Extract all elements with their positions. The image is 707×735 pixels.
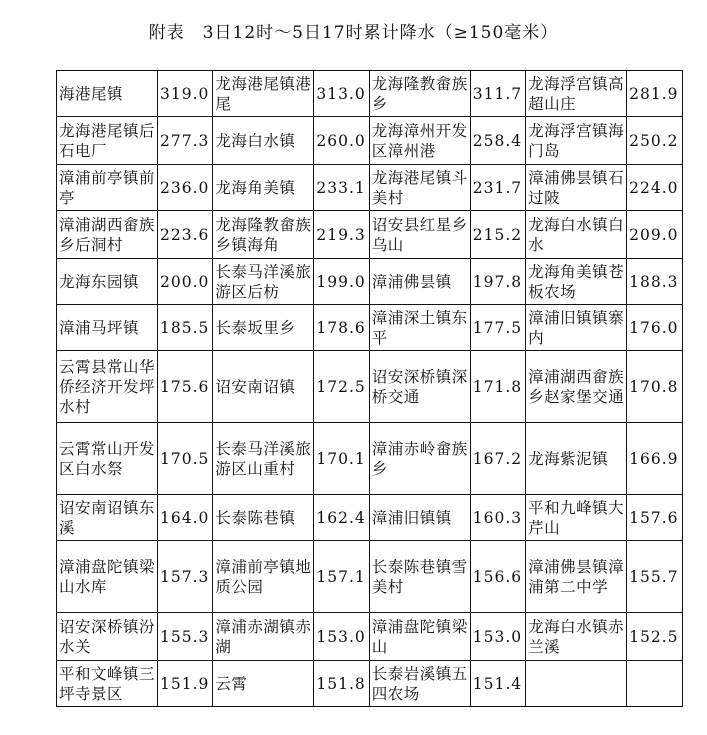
station-name-cell: 龙海隆教畲族乡 [369,71,470,117]
station-name-cell: 漳浦前亭镇前亭 [57,165,158,211]
rainfall-value-cell: 170.5 [158,423,213,495]
rainfall-value-cell: 260.0 [314,117,369,165]
rainfall-value-cell: 175.6 [158,351,213,423]
rainfall-value-cell: 157.3 [158,541,213,613]
rainfall-value-cell: 167.2 [470,423,525,495]
station-name-cell: 漳浦佛昙镇漳浦第二中学 [526,541,627,613]
station-name-cell: 漳浦湖西畲族乡赵家堡交通 [526,351,627,423]
rainfall-value-cell: 160.3 [470,495,525,541]
station-name-cell: 漳浦盘陀镇梁山 [369,613,470,661]
table-title: 附表 3日12时～5日17时累计降水（≥150毫米） [148,23,559,43]
rainfall-value-cell: 313.0 [314,71,369,117]
rainfall-value-cell: 170.1 [314,423,369,495]
rainfall-value-cell: 258.4 [470,117,525,165]
station-name-cell [526,661,627,707]
table-row [57,117,683,165]
station-name-cell: 平和九峰镇大芹山 [526,495,627,541]
rainfall-value-cell [627,661,682,707]
rainfall-value-cell: 219.3 [314,211,369,259]
rainfall-value-cell: 151.4 [470,661,525,707]
rainfall-value-cell: 199.0 [314,259,369,305]
rainfall-value-cell: 231.7 [470,165,525,211]
rainfall-value-cell: 172.5 [314,351,369,423]
station-name-cell: 龙海角美镇苍板农场 [526,259,627,305]
station-name-cell: 漳浦马坪镇 [57,305,158,351]
station-name-cell: 长泰坂里乡 [213,305,314,351]
table-row [57,351,683,423]
station-name-cell: 龙海紫泥镇 [526,423,627,495]
table-row [57,259,683,305]
station-name-cell: 龙海隆教畲族乡镇海角 [213,211,314,259]
station-name-cell: 漳浦旧镇镇寨内 [526,305,627,351]
rainfall-value-cell: 157.1 [314,541,369,613]
rainfall-value-cell: 209.0 [627,211,682,259]
rainfall-value-cell: 171.8 [470,351,525,423]
station-name-cell: 漳浦深土镇东平 [369,305,470,351]
rainfall-value-cell: 224.0 [627,165,682,211]
station-name-cell: 诏安南诏镇东溪 [57,495,158,541]
station-name-cell: 长泰陈巷镇雪美村 [369,541,470,613]
station-name-cell: 漳浦赤湖镇赤湖 [213,613,314,661]
station-name-cell: 云霄县常山华侨经济开发坪水村 [57,351,158,423]
station-name-cell: 海港尾镇 [57,71,158,117]
rainfall-value-cell: 155.3 [158,613,213,661]
rainfall-value-cell: 223.6 [158,211,213,259]
rainfall-value-cell: 281.9 [627,71,682,117]
station-name-cell: 诏安南诏镇 [213,351,314,423]
station-name-cell: 云霄常山开发区白水祭 [57,423,158,495]
rainfall-value-cell: 178.6 [314,305,369,351]
station-name-cell: 龙海角美镇 [213,165,314,211]
table-row [57,613,683,661]
rainfall-value-cell: 233.1 [314,165,369,211]
station-name-cell: 龙海港尾镇港尾 [213,71,314,117]
rainfall-value-cell: 155.7 [627,541,682,613]
rainfall-value-cell: 164.0 [158,495,213,541]
rainfall-value-cell: 188.3 [627,259,682,305]
rainfall-table [56,70,683,707]
rainfall-value-cell: 250.2 [627,117,682,165]
station-name-cell: 漳浦赤岭畲族乡 [369,423,470,495]
table-row [57,165,683,211]
table-row [57,661,683,707]
rainfall-value-cell: 319.0 [158,71,213,117]
rainfall-value-cell: 215.2 [470,211,525,259]
table-row [57,305,683,351]
station-name-cell: 诏安深桥镇深桥交通 [369,351,470,423]
station-name-cell: 云霄 [213,661,314,707]
table-row [57,423,683,495]
station-name-cell: 长泰马洋溪旅游区后枋 [213,259,314,305]
table-row [57,541,683,613]
station-name-cell: 漳浦旧镇镇 [369,495,470,541]
station-name-cell: 漳浦前亭镇地质公园 [213,541,314,613]
station-name-cell: 平和文峰镇三坪寺景区 [57,661,158,707]
rainfall-value-cell: 277.3 [158,117,213,165]
rainfall-value-cell: 311.7 [470,71,525,117]
station-name-cell: 龙海浮宫镇海门岛 [526,117,627,165]
station-name-cell: 漳浦佛昙镇 [369,259,470,305]
rainfall-value-cell: 151.8 [314,661,369,707]
station-name-cell: 龙海漳州开发区漳州港 [369,117,470,165]
station-name-cell: 龙海白水镇白水 [526,211,627,259]
rainfall-value-cell: 197.8 [470,259,525,305]
rainfall-value-cell: 153.0 [470,613,525,661]
rainfall-value-cell: 176.0 [627,305,682,351]
rainfall-value-cell: 156.6 [470,541,525,613]
station-name-cell: 长泰马洋溪旅游区山重村 [213,423,314,495]
station-name-cell: 长泰岩溪镇五四农场 [369,661,470,707]
station-name-cell: 龙海东园镇 [57,259,158,305]
station-name-cell: 龙海白水镇 [213,117,314,165]
table-row [57,211,683,259]
table-row [57,495,683,541]
station-name-cell: 长泰陈巷镇 [213,495,314,541]
table-row [57,71,683,117]
station-name-cell: 诏安县红星乡乌山 [369,211,470,259]
rainfall-value-cell: 157.6 [627,495,682,541]
rainfall-value-cell: 200.0 [158,259,213,305]
station-name-cell: 漳浦湖西畲族乡后洞村 [57,211,158,259]
rainfall-value-cell: 236.0 [158,165,213,211]
rainfall-value-cell: 170.8 [627,351,682,423]
station-name-cell: 龙海白水镇赤兰溪 [526,613,627,661]
rainfall-value-cell: 166.9 [627,423,682,495]
station-name-cell: 龙海港尾镇后石电厂 [57,117,158,165]
rainfall-value-cell: 177.5 [470,305,525,351]
station-name-cell: 龙海浮宫镇高超山庄 [526,71,627,117]
station-name-cell: 龙海港尾镇斗美村 [369,165,470,211]
station-name-cell: 诏安深桥镇汾水关 [57,613,158,661]
rainfall-value-cell: 151.9 [158,661,213,707]
rainfall-value-cell: 162.4 [314,495,369,541]
station-name-cell: 漳浦盘陀镇梁山水库 [57,541,158,613]
rainfall-value-cell: 153.0 [314,613,369,661]
rainfall-value-cell: 152.5 [627,613,682,661]
rainfall-value-cell: 185.5 [158,305,213,351]
station-name-cell: 漳浦佛昙镇石过陂 [526,165,627,211]
